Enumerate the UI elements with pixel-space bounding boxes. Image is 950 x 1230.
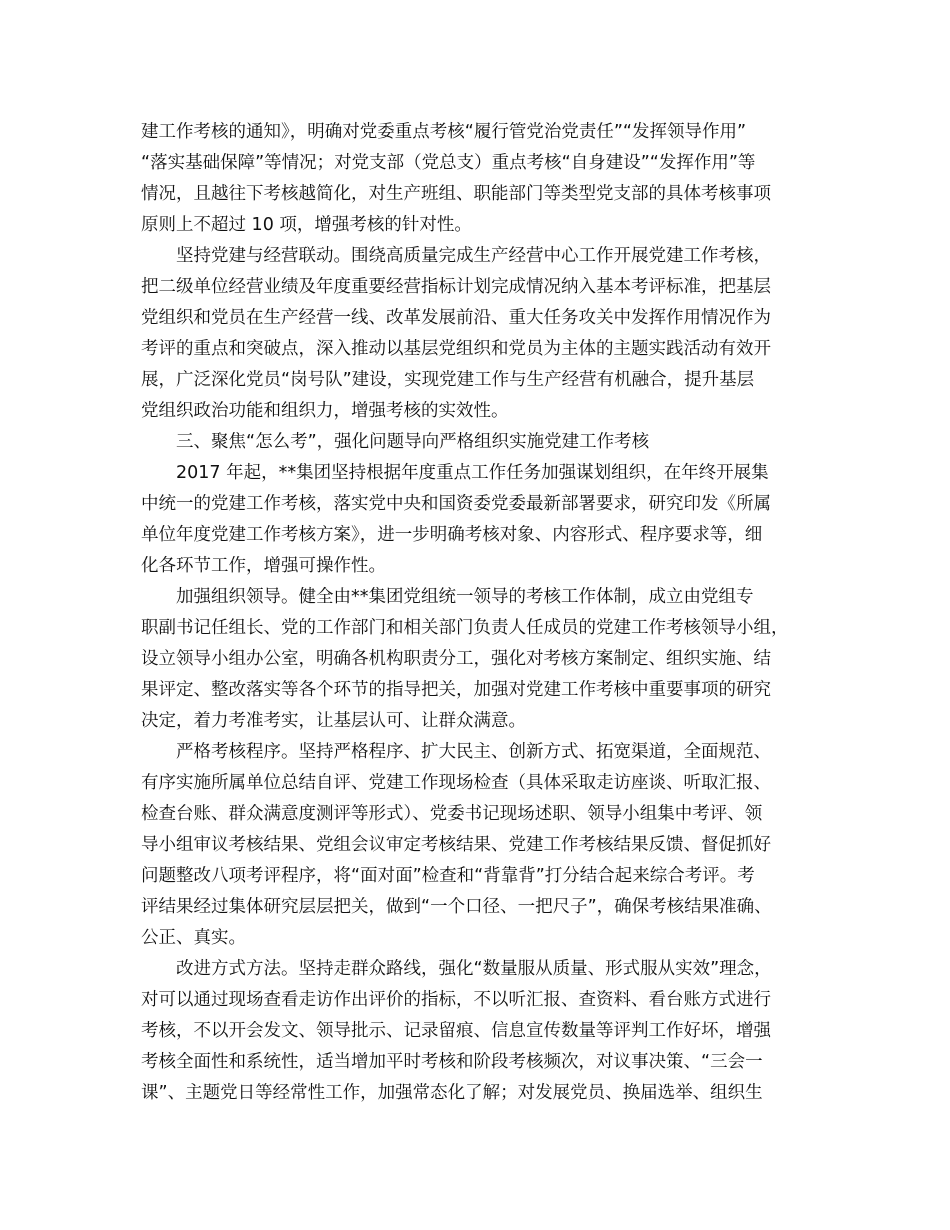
text-line: 建工作考核的通知》，明确对党委重点考核“履行管党治党责任”“发挥领导作用” bbox=[141, 122, 747, 142]
text-line: 考核全面性和系统性，适当增加平时考核和阶段考核频次，对议事决策、“三会一 bbox=[141, 1052, 763, 1072]
paragraph bbox=[141, 117, 831, 241]
text-line: 2017 年起，**集团坚持根据年度重点工作任务加强谋划组织，在年终开展集 bbox=[176, 463, 769, 483]
text-line: 化各环节工作，增强可操作性。 bbox=[141, 556, 386, 576]
text-line: 考核，不以开会发文、领导批示、记录留痕、信息宣传数量等评判工作好坏，增强 bbox=[141, 1021, 771, 1041]
text-line: 展，广泛深化党员“岗号队”建设，实现党建工作与生产经营有机融合，提升基层 bbox=[141, 370, 755, 390]
text-line: 决定，着力考准考实，让基层认可、让群众满意。 bbox=[141, 711, 526, 731]
text-line: 检查台账、群众满意度测评等形式）、党委书记现场述职、领导小组集中考评、领 bbox=[141, 804, 763, 824]
section-heading bbox=[141, 427, 831, 458]
text-line: 导小组审议考核结果、党组会议审定考核结果、党建工作考核结果反馈、督促抓好 bbox=[141, 835, 771, 855]
paragraph bbox=[141, 737, 831, 954]
text-line: 评结果经过集体研究层层把关，做到“一个口径、一把尺子”，确保考核结果准确、 bbox=[141, 897, 772, 917]
text-line: 对可以通过现场查看走访作出评价的指标，不以听汇报、查资料、看台账方式进行 bbox=[141, 990, 771, 1010]
text-line: 党组织和党员在生产经营一线、改革发展前沿、重大任务攻关中发挥作用情况作为 bbox=[141, 308, 771, 328]
paragraph bbox=[141, 458, 831, 582]
text-line: “落实基础保障”等情况；对党支部（党总支）重点考核“自身建设”“发挥作用”等 bbox=[141, 153, 756, 173]
text-line: 原则上不超过 10 项，增强考核的针对性。 bbox=[141, 215, 472, 235]
text-line: 严格考核程序。坚持严格程序、扩大民主、创新方式、拓宽渠道，全面规范、 bbox=[176, 742, 771, 762]
paragraph bbox=[141, 241, 831, 427]
text-line: 问题整改八项考评程序，将“面对面”检查和“背靠背”打分结合起来综合考评。考 bbox=[141, 866, 755, 886]
text-line: 果评定、整改落实等各个环节的指导把关，加强对党建工作考核中重要事项的研究 bbox=[141, 680, 771, 700]
text-line: 改进方式方法。坚持走群众路线，强化“数量服从质量、形式服从实效”理念， bbox=[176, 959, 772, 979]
text-line: 单位年度党建工作考核方案》，进一步明确考核对象、内容形式、程序要求等，细 bbox=[141, 525, 763, 545]
text-line: 考评的重点和突破点，深入推动以基层党组织和党员为主体的主题实践活动有效开 bbox=[141, 339, 771, 359]
text-line: 设立领导小组办公室，明确各机构职责分工，强化对考核方案制定、组织实施、结 bbox=[141, 649, 771, 669]
heading-line: 三、聚焦“怎么考”，强化问题导向严格组织实施党建工作考核 bbox=[176, 432, 650, 452]
text-line: 加强组织领导。健全由**集团党组统一领导的考核工作体制，成立由党组专 bbox=[176, 587, 754, 607]
text-line: 课”、主题党日等经常性工作，加强常态化了解；对发展党员、换届选举、组织生 bbox=[141, 1083, 763, 1103]
document-body bbox=[141, 117, 831, 1109]
text-line: 有序实施所属单位总结自评、党建工作现场检查（具体采取走访座谈、听取汇报、 bbox=[141, 773, 771, 793]
text-line: 坚持党建与经营联动。围绕高质量完成生产经营中心工作开展党建工作考核， bbox=[176, 246, 771, 266]
text-line: 情况，且越往下考核越简化，对生产班组、职能部门等类型党支部的具体考核事项 bbox=[141, 184, 771, 204]
paragraph bbox=[141, 582, 831, 737]
text-line: 党组织政治功能和组织力，增强考核的实效性。 bbox=[141, 401, 509, 421]
text-line: 把二级单位经营业绩及年度重要经营指标计划完成情况纳入基本考评标准，把基层 bbox=[141, 277, 771, 297]
text-line: 公正、真实。 bbox=[141, 928, 246, 948]
text-line: 中统一的党建工作考核，落实党中央和国资委党委最新部署要求，研究印发《所属 bbox=[141, 494, 771, 514]
paragraph bbox=[141, 954, 831, 1109]
text-line: 职副书记任组长、党的工作部门和相关部门负责人任成员的党建工作考核领导小组， bbox=[141, 618, 789, 638]
